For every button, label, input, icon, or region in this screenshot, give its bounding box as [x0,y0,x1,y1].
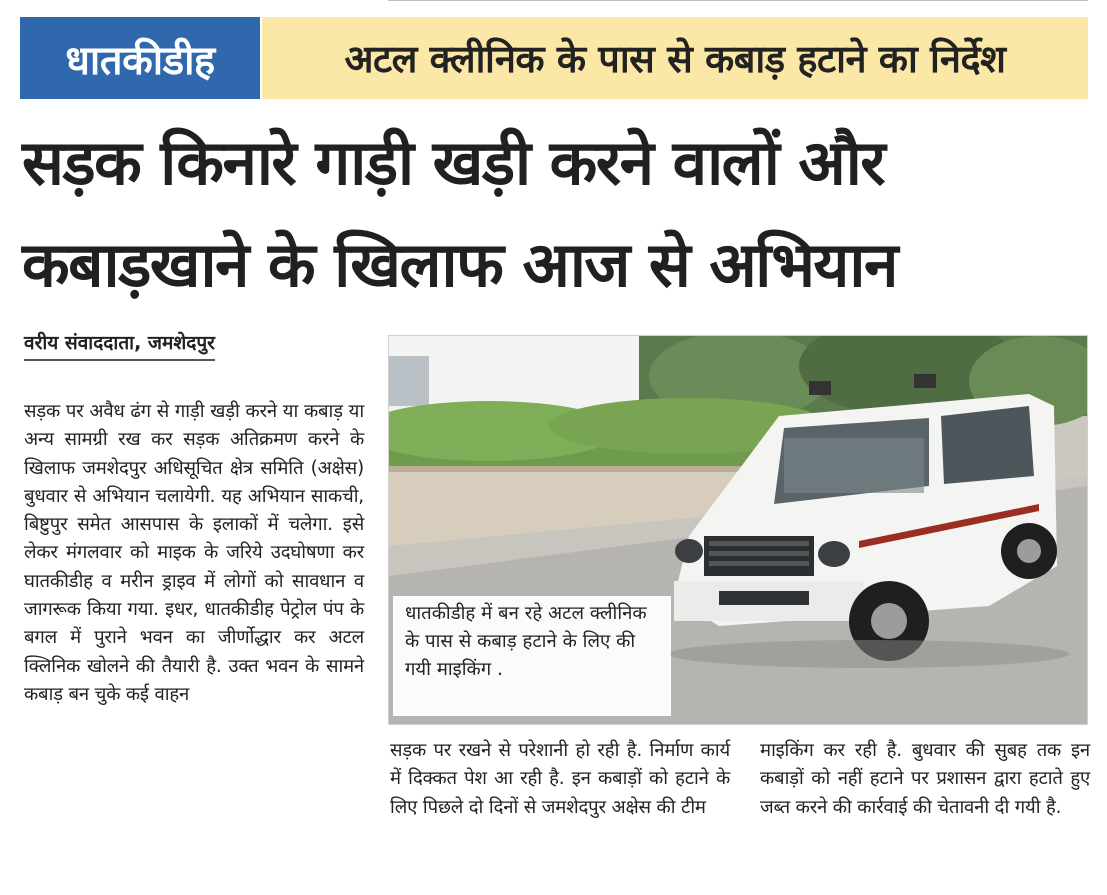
article-column-3: माइकिंग कर रही है. बुधवार की सुबह तक इन कबाड़ों को नहीं हटाने पर प्रशासन द्वारा हटाते हुए जब्त करने की कार्रवाई की चेतावनी दी गयी है. [760,740,1090,818]
byline: वरीय संवाददाता, जमशेदपुर [24,329,215,361]
article-column-2: सड़क पर रखने से परेशानी हो रही है. निर्माण कार्य में दिक्कत पेश आ रही है. इन कबाड़ों को हटाने के लिए पिछले दो दिनों से जमशेदपुर अक्षेस की टीम [390,740,730,818]
headline-line-2: कबाड़खाने के खिलाफ आज से अभियान [22,228,897,301]
kicker-headline: अटल क्लीनिक के पास से कबाड़ हटाने का निर्देश [262,17,1088,99]
top-rule [388,0,1088,5]
headline-line-1: सड़क किनारे गाड़ी खड़ी करने वालों और [22,126,885,199]
photo-caption: धातकीडीह में बन रहे अटल क्लीनिक के पास से कबाड़ हटाने के लिए की गयी माइकिंग . [393,596,671,716]
article-column-1: सड़क पर अवैध ढंग से गाड़ी खड़ी करने या कबाड़ या अन्य सामग्री रख कर सड़क अतिक्रमण करने के खिलाफ जमशेदपुर अधिसूचित क्षेत्र समिति (अक्षेस) बुधवार से अभियान चलायेगी. यह अभियान साकची, बिष्टुपुर समेत आसपास के इलाकों में चलेगा. इसे लेकर मंगलवार को माइक के जरिये उदघोषणा कर घातकीडीह व मरीन ड्राइव में लोगों को सावधान व जागरूक किया गया. इधर, धातकीडीह पेट्रोल पंप के बगल में पुराने भवन का जीर्णोद्धार कर अटल क्लिनिक खोलने की तैयारी है. उक्त भवन के सामने कबाड़ बन चुके कई वाहन [24,401,364,705]
section-tag: धातकीडीह [20,17,260,99]
main-headline [22,112,1097,316]
